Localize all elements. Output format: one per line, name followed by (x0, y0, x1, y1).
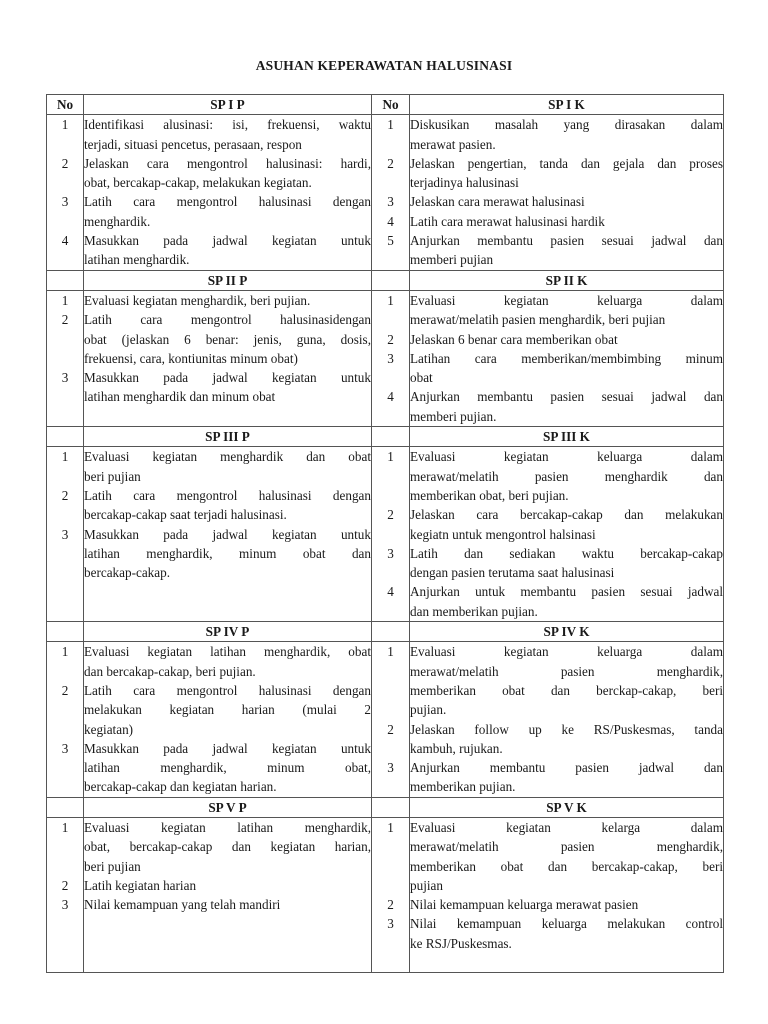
section-title-blank-right (372, 622, 410, 642)
item-number: 4 (387, 213, 394, 229)
item-text-line: Evaluasi kegiatan keluarga dalam (410, 449, 723, 465)
item-number: 1 (61, 644, 69, 660)
section-title-blank-right (372, 797, 410, 817)
item-text-line: Evaluasi kegiatan latihan menghardik, obat (84, 644, 371, 660)
item-text-line: menghardik. (84, 213, 151, 229)
header-no-right: No (372, 95, 410, 115)
item-number: 1 (387, 644, 394, 660)
item-number (372, 777, 409, 796)
item-text-line: kambuh, rujukan. (410, 740, 503, 756)
item-text-line: Jelaskan 6 benar cara memberikan obat (410, 331, 618, 347)
item-text-line (84, 582, 371, 601)
item-number (47, 563, 83, 582)
item-text-line: Evaluasi kegiatan menghardik, beri pujian. (84, 292, 311, 308)
left-numbers (47, 817, 84, 972)
item-text-line: Evaluasi kegiatan keluarga dalam (410, 292, 723, 308)
right-items (410, 642, 724, 797)
item-number (47, 662, 83, 681)
item-text-line: Masukkan pada jadwal kegiatan untuk (84, 370, 371, 386)
item-text-line: Masukkan pada jadwal kegiatan untuk (84, 740, 371, 756)
item-text-line: frekuensi, cara, kontiunitas minum obat) (84, 350, 298, 366)
item-text-line: Jelaskan cara mengontrol halusinasi: hardi, (84, 155, 371, 171)
right-items (410, 447, 724, 622)
item-text-line (84, 914, 371, 933)
item-text-line: obat, bercakap-cakap dan kegiatan harian, (84, 839, 371, 855)
item-number (372, 700, 409, 719)
item-number (372, 525, 409, 544)
item-text-line: dengan pasien terutama saat halusinasi (410, 565, 615, 581)
item-number (372, 407, 409, 426)
section-content-row (47, 817, 724, 972)
item-text-line: merawat pasien. (410, 136, 496, 152)
right-numbers (372, 290, 410, 426)
item-number (372, 662, 409, 681)
section-title-right: SP III K (410, 427, 724, 447)
item-text-line: Masukkan pada jadwal kegiatan untuk (84, 233, 371, 249)
section-title-row (47, 622, 724, 642)
item-text-line: memberikan obat dan bercakap-cakap, beri (410, 858, 723, 874)
item-number (47, 582, 83, 601)
item-text-line: kegiatn untuk mengontrol halsinasi (410, 526, 596, 542)
item-text-line: Anjurkan untuk membantu pasien sesuai jadwal (410, 584, 723, 600)
item-text-line: beri pujian (84, 858, 141, 874)
item-text-line: merawat/melatih pasien menghardik dan (410, 468, 723, 484)
item-number (372, 681, 409, 700)
section-title-blank-left (47, 622, 84, 642)
section-title-right: SP V K (410, 797, 724, 817)
item-text-line: Latihan cara memberikan/membimbing minum (410, 350, 723, 366)
item-number (47, 758, 83, 777)
item-number (47, 173, 83, 192)
item-text-line: latihan menghardik. (84, 252, 190, 268)
item-number (372, 135, 409, 154)
item-number: 3 (61, 194, 69, 210)
item-number: 2 (61, 877, 69, 893)
item-number (47, 135, 83, 154)
section-title-blank-right (372, 427, 410, 447)
section-content-row (47, 447, 724, 622)
item-text-line: Anjurkan membantu pasien sesuai jadwal dan (410, 389, 723, 405)
item-text-line: Latih cara mengontrol halusinasidengan (84, 312, 371, 328)
section-content-row (47, 290, 724, 426)
item-text-line: melakukan kegiatan harian (mulai 2 (84, 702, 371, 718)
item-number: 3 (61, 526, 69, 542)
item-number: 2 (61, 682, 69, 698)
item-text-line (84, 602, 371, 621)
section-content-row (47, 115, 724, 270)
item-text-line: dan bercakap-cakap, beri pujian. (84, 663, 256, 679)
header-no-left: No (47, 95, 84, 115)
item-text-line: Jelaskan cara bercakap-cakap dan melakukan (410, 507, 723, 523)
item-text-line: Diskusikan masalah yang dirasakan dalam (410, 117, 723, 133)
left-numbers (47, 642, 84, 797)
item-text-line: obat (410, 370, 433, 386)
item-number: 4 (387, 584, 394, 600)
item-number (47, 602, 83, 621)
item-text-line: bercakap-cakap dan kegiatan harian. (84, 779, 277, 795)
item-text-line: latihan menghardik, minum obat, (84, 760, 371, 776)
left-items (84, 115, 372, 270)
section-title-row (47, 270, 724, 290)
item-number: 4 (61, 233, 69, 249)
right-numbers (372, 447, 410, 622)
item-text-line: Evaluasi kegiatan kelarga dalam (410, 819, 723, 835)
header-sp-right: SP I K (410, 95, 724, 115)
left-numbers (47, 290, 84, 426)
item-number: 3 (387, 545, 394, 561)
left-items (84, 447, 372, 622)
item-number (47, 857, 83, 876)
left-numbers (47, 115, 84, 270)
item-number (47, 505, 83, 524)
section-title-row (47, 797, 724, 817)
item-text-line: Jelaskan follow up ke RS/Puskesmas, tanda (410, 721, 723, 737)
item-text-line: Latih cara mengontrol halusinasi dengan (84, 487, 371, 503)
item-number (47, 934, 83, 953)
item-text-line: Nilai kemampuan keluarga melakukan control (410, 916, 723, 932)
item-text-line: terjadinya halusinasi (410, 175, 519, 191)
item-number (372, 876, 409, 895)
item-number (372, 739, 409, 758)
item-number (47, 250, 83, 269)
item-number: 1 (387, 117, 394, 133)
item-number: 3 (387, 350, 394, 366)
item-text-line: bercakap-cakap. (84, 565, 171, 581)
item-number: 2 (61, 487, 69, 503)
item-number (47, 349, 83, 368)
section-title-right: SP IV K (410, 622, 724, 642)
item-number (47, 330, 83, 349)
item-number: 2 (61, 155, 69, 171)
right-items (410, 817, 724, 972)
item-text-line: pujian (410, 877, 443, 893)
right-items (410, 290, 724, 426)
item-text-line: Latih cara mengontrol halusinasi dengan (84, 682, 371, 698)
item-text-line: terjadi, situasi pencetus, perasaan, respon (84, 136, 302, 152)
item-text-line: Jelaskan pengertian, tanda dan gejala dan proses (410, 155, 723, 171)
item-text-line: Evaluasi kegiatan latihan menghardik, (84, 819, 371, 835)
item-number (47, 914, 83, 933)
header-sp-left: SP I P (84, 95, 372, 115)
item-text-line: kegiatan) (84, 721, 134, 737)
item-text-line: merawat/melatih pasien menghardik, (410, 663, 723, 679)
care-plan-table (46, 94, 724, 973)
item-text-line: Nilai kemampuan yang telah mandiri (84, 897, 281, 913)
item-number: 1 (61, 292, 69, 308)
item-text-line: Evaluasi kegiatan keluarga dalam (410, 644, 723, 660)
item-number (47, 953, 83, 972)
item-number: 1 (387, 819, 394, 835)
item-text-line (84, 934, 371, 953)
item-number: 1 (61, 819, 69, 835)
table-header-row (47, 95, 724, 115)
item-number (47, 544, 83, 563)
item-text-line: memberikan obat, beri pujian. (410, 487, 569, 503)
left-items (84, 817, 372, 972)
section-title-row (47, 427, 724, 447)
item-number (372, 368, 409, 387)
item-number (372, 857, 409, 876)
item-number: 3 (61, 370, 69, 386)
item-number: 4 (387, 389, 394, 405)
item-number (47, 700, 83, 719)
item-text-line: dan memberikan pujian. (410, 603, 538, 619)
item-number: 3 (387, 916, 394, 932)
item-text-line: merawat/melatih pasien menghardik, beri pujian (410, 312, 666, 328)
section-title-blank-left (47, 270, 84, 290)
item-number (47, 777, 83, 796)
right-numbers (372, 817, 410, 972)
item-text-line: Latih cara mengontrol halusinasi dengan (84, 194, 371, 210)
item-text-line: memberi pujian. (410, 408, 497, 424)
item-text-line: latihan menghardik dan minum obat (84, 389, 276, 405)
item-number (47, 837, 83, 856)
item-number: 3 (61, 740, 69, 756)
item-number (372, 563, 409, 582)
item-number: 2 (387, 331, 394, 347)
item-number: 3 (387, 194, 394, 210)
item-number (47, 212, 83, 231)
item-number (47, 467, 83, 486)
item-number (372, 837, 409, 856)
section-title-left: SP II P (84, 270, 372, 290)
item-number (372, 602, 409, 621)
item-text-line: Nilai kemampuan keluarga merawat pasien (410, 897, 639, 913)
section-title-blank-left (47, 427, 84, 447)
section-title-left: SP III P (84, 427, 372, 447)
item-text-line: latihan menghardik, minum obat dan (84, 545, 371, 561)
item-number: 5 (387, 233, 394, 249)
item-text-line (84, 953, 371, 972)
left-items (84, 290, 372, 426)
item-number: 3 (387, 760, 394, 776)
item-text-line: bercakap-cakap saat terjadi halusinasi. (84, 507, 287, 523)
item-text-line (410, 953, 723, 972)
item-number (47, 407, 83, 426)
item-text-line: pujian. (410, 702, 447, 718)
item-number: 1 (61, 117, 69, 133)
item-text-line: Latih cara merawat halusinasi hardik (410, 213, 605, 229)
item-number: 1 (387, 449, 394, 465)
section-content-row (47, 642, 724, 797)
item-text-line: Jelaskan cara merawat halusinasi (410, 194, 585, 210)
item-text-line: Anjurkan membantu pasien sesuai jadwal dan (410, 233, 723, 249)
item-number (372, 486, 409, 505)
item-text-line (84, 407, 371, 426)
item-number: 2 (387, 155, 394, 171)
right-numbers (372, 115, 410, 270)
item-text-line: memberi pujian (410, 252, 494, 268)
item-number: 2 (387, 897, 394, 913)
item-number: 1 (387, 292, 394, 308)
item-number: 2 (61, 312, 69, 328)
item-number (372, 250, 409, 269)
item-number (372, 173, 409, 192)
section-title-right: SP II K (410, 270, 724, 290)
item-number (47, 720, 83, 739)
item-text-line: Evaluasi kegiatan menghardik dan obat (84, 449, 371, 465)
section-title-left: SP IV P (84, 622, 372, 642)
left-numbers (47, 447, 84, 622)
item-text-line: memberikan pujian. (410, 779, 516, 795)
item-text-line: Latih dan sediakan waktu bercakap-cakap (410, 545, 723, 561)
section-title-blank-left (47, 797, 84, 817)
right-items (410, 115, 724, 270)
item-text-line: Masukkan pada jadwal kegiatan untuk (84, 526, 371, 542)
item-number (372, 467, 409, 486)
item-number: 2 (387, 721, 394, 737)
item-text-line: Identifikasi alusinasi: isi, frekuensi, waktu (84, 117, 371, 133)
item-number (372, 934, 409, 953)
item-text-line: merawat/melatih pasien menghardik, (410, 839, 723, 855)
left-items (84, 642, 372, 797)
section-title-blank-right (372, 270, 410, 290)
item-number: 1 (61, 449, 69, 465)
item-number: 2 (387, 507, 394, 523)
item-text-line: obat, bercakap-cakap, melakukan kegiatan. (84, 175, 312, 191)
item-text-line: beri pujian (84, 468, 141, 484)
document-title: ASUHAN KEPERAWATAN HALUSINASI (255, 58, 513, 73)
right-numbers (372, 642, 410, 797)
item-number (372, 953, 409, 972)
item-text-line: Anjurkan membantu pasien jadwal dan (410, 760, 723, 776)
item-number: 3 (61, 897, 69, 913)
item-number (47, 387, 83, 406)
item-text-line: Latih kegiatan harian (84, 877, 197, 893)
item-number (372, 310, 409, 329)
section-title-left: SP V P (84, 797, 372, 817)
item-text-line: obat (jelaskan 6 benar: jenis, guna, dosis, (84, 331, 371, 347)
item-text-line: memberikan obat dan berckap-cakap, beri (410, 682, 723, 698)
item-text-line: ke RSJ/Puskesmas. (410, 935, 512, 951)
